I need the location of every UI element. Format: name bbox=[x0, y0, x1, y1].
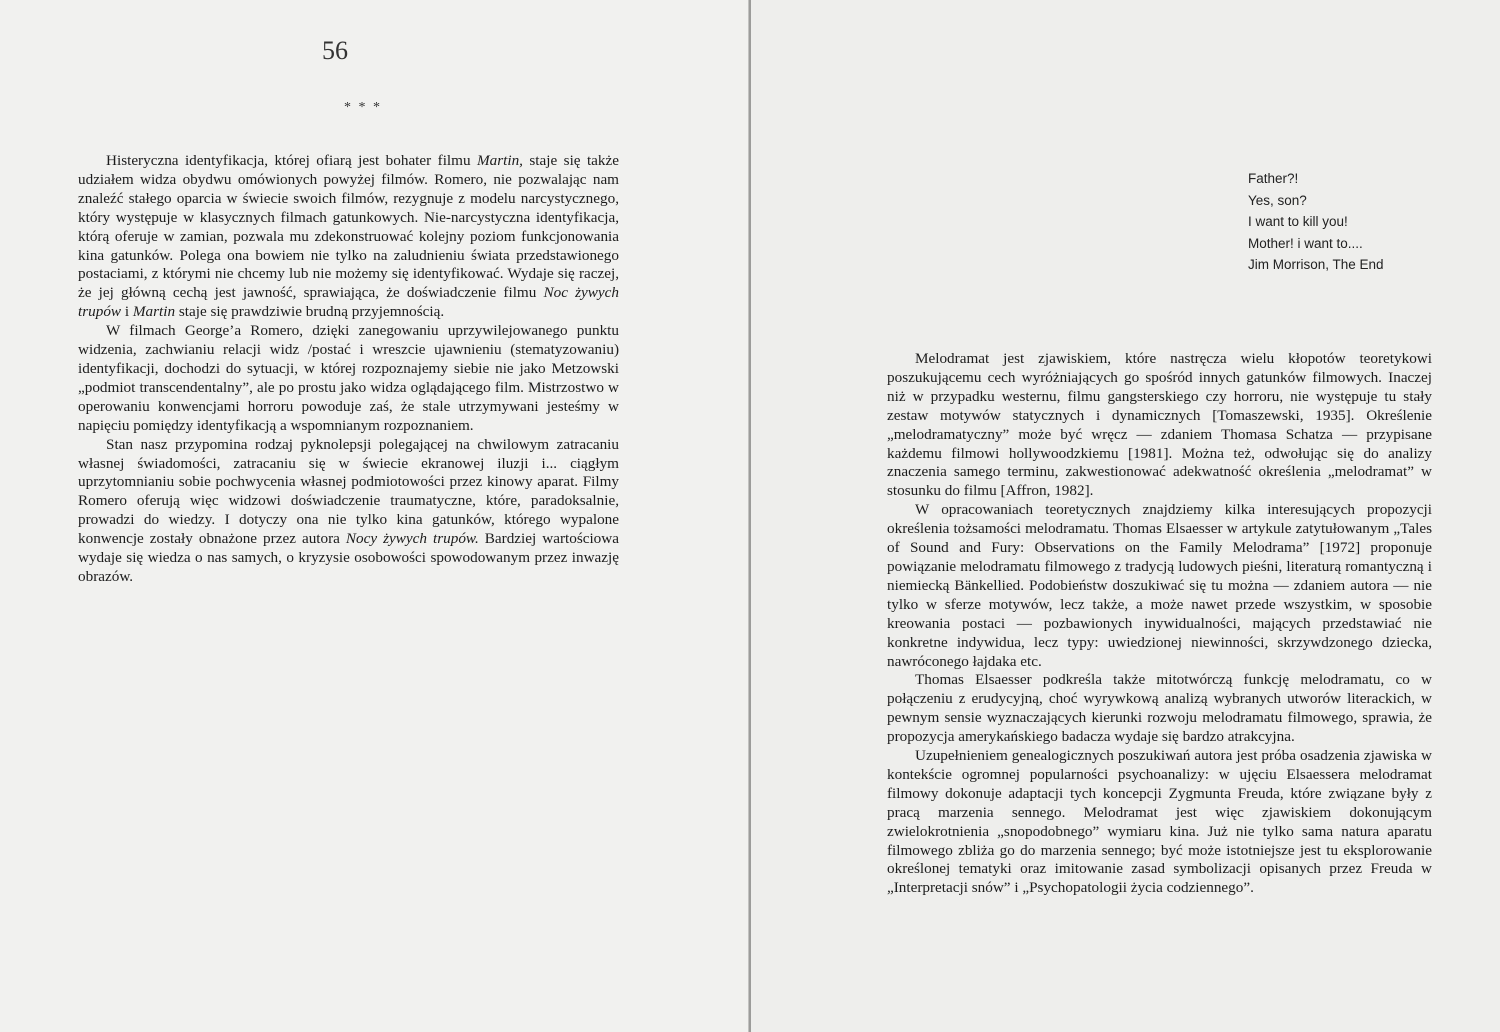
page-number: 56 bbox=[322, 36, 348, 65]
epigraph-line: Mother! i want to.... bbox=[1248, 235, 1363, 251]
paragraph: W opracowaniach teoretycznych znajdziemy kilka interesujących propozycji określenia tożsamości melodramatu. Thomas Elsaesser w artykule zatytułowanym „Tales of Sound and Fury: Observations on the Family Melodrama” [1972] proponuje powiązanie melodramatu filmowego z tradycją ludowych pieśni, literaturą romantyczną i niemiecką Bänkellied. Podobieństw doszukiwać się tu można — zdaniem autora — nie tylko w sferze motywów, lecz także, a może nawet przede wszystkim, w sposobie kreowania postaci — pozbawionych inywidualności, mających przedstawiać nie konkretne indywidua, lecz typy: uwiedzionej niewinności, skrzywdzonego dziecka, nawróconego łajdaka etc. bbox=[887, 501, 1432, 670]
epigraph-attribution: Jim Morrison, The End bbox=[1248, 257, 1384, 272]
left-page bbox=[0, 0, 749, 1032]
epigraph-line: Father?! bbox=[1248, 171, 1299, 186]
epigraph bbox=[1248, 168, 1384, 276]
paragraph: Thomas Elsaesser podkreśla także mitotwórczą funkcję melodramatu, co w połączeniu z erudycyjną, choć wyrywkową analizą wybranych utworów literackich, w pewnym sensie wyznaczających kierunki rozwoju melodramatu filmowego, sprawia, że propozycja amerykańskiego badacza wydaje się bardzo atrakcyjna. bbox=[887, 671, 1432, 746]
epigraph-line: Yes, son? bbox=[1248, 192, 1307, 208]
epigraph-line: I want to kill you! bbox=[1248, 214, 1348, 229]
paragraph: W filmach George’a Romero, dzięki zanegowaniu uprzywilejowanego punktu widzenia, zachwianiu relacji widz /postać i wreszcie ujawnieniu (stematyzowaniu) identyfikacji, dochodzi do sytuacji, w której rozpoznajemy siebie nie jako Metzowski „podmiot transcendentalny”, ale po prostu jako widza oglądającego film. Mistrzostwo w operowaniu konwencjami horroru powoduje zaś, że stale utrzymywani jesteśmy w napięciu pomiędzy identyfikacją a wspomnianym rozpoznaniem. bbox=[78, 322, 619, 434]
right-body-text bbox=[887, 350, 1432, 898]
italic-title: Noc żywych trupów bbox=[78, 284, 619, 321]
italic-title: Nocy żywych trupów. bbox=[345, 530, 479, 548]
paragraph: Histeryczna identyfikacja, której ofiarą jest bohater filmu Martin, staje się także udziałem widza obydwu omówionych powyżej filmów. Romero, nie pozwalając nam znaleźć stałego oparcia w świecie swoich filmów, rezygnuje z modelu narcystycznego, który występuje w klasycznych filmach gatunkowych. Nie-narcystyczna identyfikacja, którą oferuje w zamian, pozwala mu zdekonstruować kolejny poziom funkcjonowania kina gatunków. Polega ona bowiem nie tylko na zaludnieniu świata przedstawionego postaciami, z którymi nie chcemy lub nie możemy się identyfikować. Wydaje się raczej, że jej główną cechą jest jawność, sprawiająca, że doświadczenie filmu Noc żywych trupów i Martin staje się prawdziwie brudną przyjemnością. bbox=[78, 152, 619, 321]
paragraph: Stan nasz przypomina rodzaj pyknolepsji polegającej na chwilowym zatracaniu własnej świadomości, zatracaniu się w świecie ekranowej iluzji i... ciągłym uprzytomnianiu sobie pochwycenia własnej podmiotowości przez kinowy aparat. Filmy Romero oferują więc widzowi doświadczenie traumatyczne, które, paradoksalnie, prowadzi do wiedzy. I dotyczy ona nie tylko kina gatunków, którego wypalone konwencje zostały obnażone przez autora Nocy żywych trupów. Bardziej wartościowa wydaje się wiedza o nas samych, o kryzysie osobowości spowodowanym przez inwazję obrazów. bbox=[78, 435, 619, 585]
italic-title: Martin, bbox=[476, 152, 523, 169]
left-body-text bbox=[78, 152, 619, 587]
paragraph: Melodramat jest zjawiskiem, które nastręcza wielu kłopotów teoretykowi poszukującemu cech wyróżniających go spośród innych gatunków filmowych. Inaczej niż w przypadku westernu, filmu gangsterskiego czy horroru, nie występuje tu stały zestaw motywów statycznych i dynamicznych [Tomaszewski, 1935]. Określenie „melodramatyczny” może być wręcz — zdaniem Thomasa Schatza — przypisane każdemu filmowi hollywoodzkiemu [1981]. Można też, odwołując się do analizy znaczenia samego terminu, zakwestionować adekwatność określenia „melodramat” w stosunku do filmu [Affron, 1982]. bbox=[887, 350, 1432, 500]
paragraph: Uzupełnieniem genealogicznych poszukiwań autora jest próba osadzenia zjawiska w kontekście ogromnej popularności psychoanalizy: w ujęciu Elsaessera melodramat filmowy dokonuje adaptacji tych koncepcji Zygmunta Freuda, które związane były z pracą marzenia sennego. Melodramat jest więc zjawiskiem dokonującym zwielokrotnienia „snopodobnego” wymiaru kina. Już nie tylko sama natura aparatu filmowego zbliża go do marzenia sennego; być może istotniejsze jest tu eksplorowanie określonej tematyki oraz imitowanie zasad symbolizacji opisanych przez Freuda w „Interpretacji snów” i „Psychopatologii życia codziennego”. bbox=[887, 747, 1432, 897]
italic-title: Martin bbox=[132, 303, 176, 321]
section-mark: * * * bbox=[344, 100, 382, 115]
